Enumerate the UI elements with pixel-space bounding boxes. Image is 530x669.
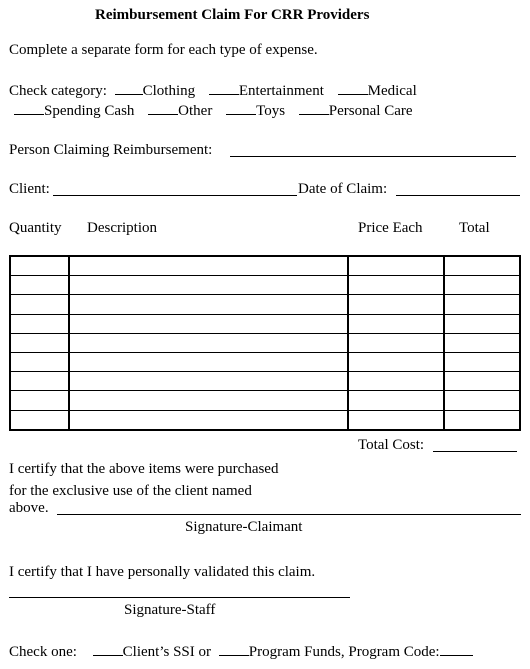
description-cell[interactable] <box>69 333 348 352</box>
description-cell[interactable] <box>69 295 348 314</box>
description-cell[interactable] <box>69 276 348 295</box>
check-one-row <box>9 641 473 661</box>
option-spending-cash: Spending Cash <box>44 103 135 119</box>
instruction-text: Complete a separate form for each type of expense. <box>9 42 318 58</box>
table-row <box>10 314 520 333</box>
option-program-funds: Program Funds, Program Code: <box>248 644 440 660</box>
price-each-cell[interactable] <box>348 256 444 276</box>
table-row <box>10 276 520 295</box>
items-table <box>9 255 521 431</box>
date-of-claim-field[interactable] <box>396 195 520 196</box>
total-cell[interactable] <box>444 372 520 391</box>
table-row <box>10 295 520 314</box>
description-cell[interactable] <box>69 410 348 430</box>
total-cell[interactable] <box>444 333 520 352</box>
quantity-cell[interactable] <box>10 333 69 352</box>
table-row <box>10 333 520 352</box>
description-cell[interactable] <box>69 314 348 333</box>
category-label: Check category: <box>9 83 107 99</box>
checkbox-other[interactable] <box>148 100 178 115</box>
total-cell[interactable] <box>444 352 520 371</box>
total-cell[interactable] <box>444 314 520 333</box>
table-row <box>10 391 520 410</box>
option-toys: Toys <box>256 103 286 119</box>
total-cell[interactable] <box>444 256 520 276</box>
date-of-claim-label: Date of Claim: <box>298 181 388 197</box>
price-each-cell[interactable] <box>348 276 444 295</box>
total-cell[interactable] <box>444 295 520 314</box>
quantity-cell[interactable] <box>10 256 69 276</box>
total-cell[interactable] <box>444 410 520 430</box>
table-row <box>10 352 520 371</box>
total-cost-label: Total Cost: <box>358 437 425 453</box>
option-other: Other <box>178 103 213 119</box>
quantity-cell[interactable] <box>10 295 69 314</box>
price-each-cell[interactable] <box>348 391 444 410</box>
signature-staff-field[interactable] <box>9 597 350 598</box>
price-each-cell[interactable] <box>348 314 444 333</box>
certify-claimant-line-1: I certify that the above items were purchased <box>9 461 279 477</box>
checkbox-spending-cash[interactable] <box>14 100 44 115</box>
total-cell[interactable] <box>444 391 520 410</box>
quantity-cell[interactable] <box>10 410 69 430</box>
category-row-2 <box>14 100 413 120</box>
price-each-cell[interactable] <box>348 295 444 314</box>
certify-claimant-line-2: for the exclusive use of the client named <box>9 483 252 499</box>
quantity-cell[interactable] <box>10 372 69 391</box>
option-personal-care: Personal Care <box>328 103 413 119</box>
price-each-cell[interactable] <box>348 333 444 352</box>
client-field[interactable] <box>53 195 297 196</box>
person-claiming-label: Person Claiming Reimbursement: <box>9 142 213 158</box>
person-claiming-field[interactable] <box>230 156 516 157</box>
quantity-cell[interactable] <box>10 276 69 295</box>
checkbox-personal-care[interactable] <box>299 100 329 115</box>
description-cell[interactable] <box>69 352 348 371</box>
quantity-cell[interactable] <box>10 314 69 333</box>
description-cell[interactable] <box>69 372 348 391</box>
option-entertainment: Entertainment <box>238 83 324 99</box>
header-price-each: Price Each <box>358 220 423 236</box>
certify-claimant-line-3: above. <box>9 500 49 516</box>
client-label: Client: <box>9 181 50 197</box>
checkbox-clothing[interactable] <box>115 80 143 95</box>
checkbox-toys[interactable] <box>226 100 256 115</box>
header-total: Total <box>459 220 490 236</box>
program-code-field[interactable] <box>440 641 473 656</box>
price-each-cell[interactable] <box>348 372 444 391</box>
checkbox-program-funds[interactable] <box>219 641 249 656</box>
certify-staff-text: I certify that I have personally validated this claim. <box>9 564 316 580</box>
checkbox-client-ssi[interactable] <box>93 641 123 656</box>
header-quantity: Quantity <box>9 220 62 236</box>
check-one-label: Check one: <box>9 644 77 660</box>
signature-staff-label: Signature-Staff <box>124 602 216 618</box>
quantity-cell[interactable] <box>10 391 69 410</box>
total-cost-field[interactable] <box>433 451 517 452</box>
description-cell[interactable] <box>69 256 348 276</box>
table-row <box>10 372 520 391</box>
quantity-cell[interactable] <box>10 352 69 371</box>
signature-claimant-label: Signature-Claimant <box>185 519 303 535</box>
table-row <box>10 410 520 430</box>
header-description: Description <box>87 220 157 236</box>
table-row <box>10 256 520 276</box>
option-clothing: Clothing <box>142 83 196 99</box>
category-row-1 <box>9 80 417 100</box>
option-medical: Medical <box>367 83 417 99</box>
signature-claimant-field[interactable] <box>57 514 521 515</box>
checkbox-entertainment[interactable] <box>209 80 239 95</box>
form-title: Reimbursement Claim For CRR Providers <box>95 7 370 23</box>
description-cell[interactable] <box>69 391 348 410</box>
option-client-ssi: Client’s SSI or <box>122 644 212 660</box>
total-cell[interactable] <box>444 276 520 295</box>
price-each-cell[interactable] <box>348 410 444 430</box>
checkbox-medical[interactable] <box>338 80 368 95</box>
price-each-cell[interactable] <box>348 352 444 371</box>
